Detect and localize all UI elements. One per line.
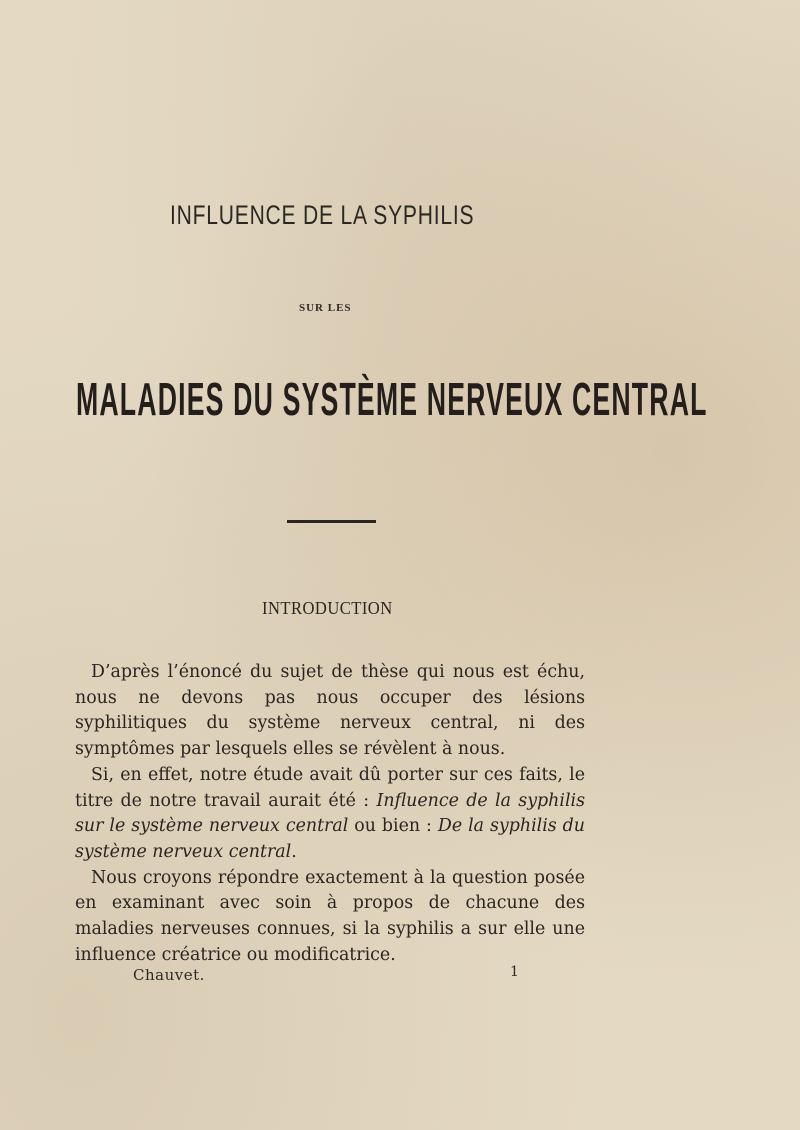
paragraph-2-text-middle: ou bien : bbox=[348, 816, 438, 837]
body-text bbox=[75, 660, 585, 968]
paragraph-2-text-start: Si, en effet, notre étude avait dû porter sur ces faits, le titre de notre travail aurait été : bbox=[75, 764, 585, 811]
title-line-2: MALADIES DU SYSTÈME NERVEUX CENTRAL bbox=[76, 373, 708, 425]
paragraph-1: D’après l’énoncé du sujet de thèse qui nous est échu, nous ne devons pas nous occuper des lésions syphilitiques du système nerveux central, ni des symptômes par lesquels elles se révèlent à nous. bbox=[75, 662, 585, 760]
title-connector: SUR LES bbox=[299, 302, 352, 314]
paragraph-2 bbox=[75, 763, 585, 866]
footer-author: Chauvet. bbox=[133, 966, 205, 984]
paragraph-2-italic-title-2: De la syphilis du système nerveux central bbox=[75, 816, 585, 862]
paragraph-2-italic-title-1: Influence de la syphilis sur le système nerveux central bbox=[75, 790, 585, 837]
title-divider-rule bbox=[287, 520, 376, 523]
page-number: 1 bbox=[510, 964, 519, 980]
paragraph-3: Nous croyons répondre exactement à la question posée en examinant avec soin à propos de chacune des maladies nerveuses connues, si la syphilis a sur elle une influence créatrice ou modificatrice. bbox=[75, 867, 585, 965]
title-line-1: INFLUENCE DE LA SYPHILIS bbox=[170, 200, 475, 230]
section-heading: INTRODUCTION bbox=[262, 598, 393, 618]
paragraph-2-text-end: . bbox=[291, 841, 297, 862]
